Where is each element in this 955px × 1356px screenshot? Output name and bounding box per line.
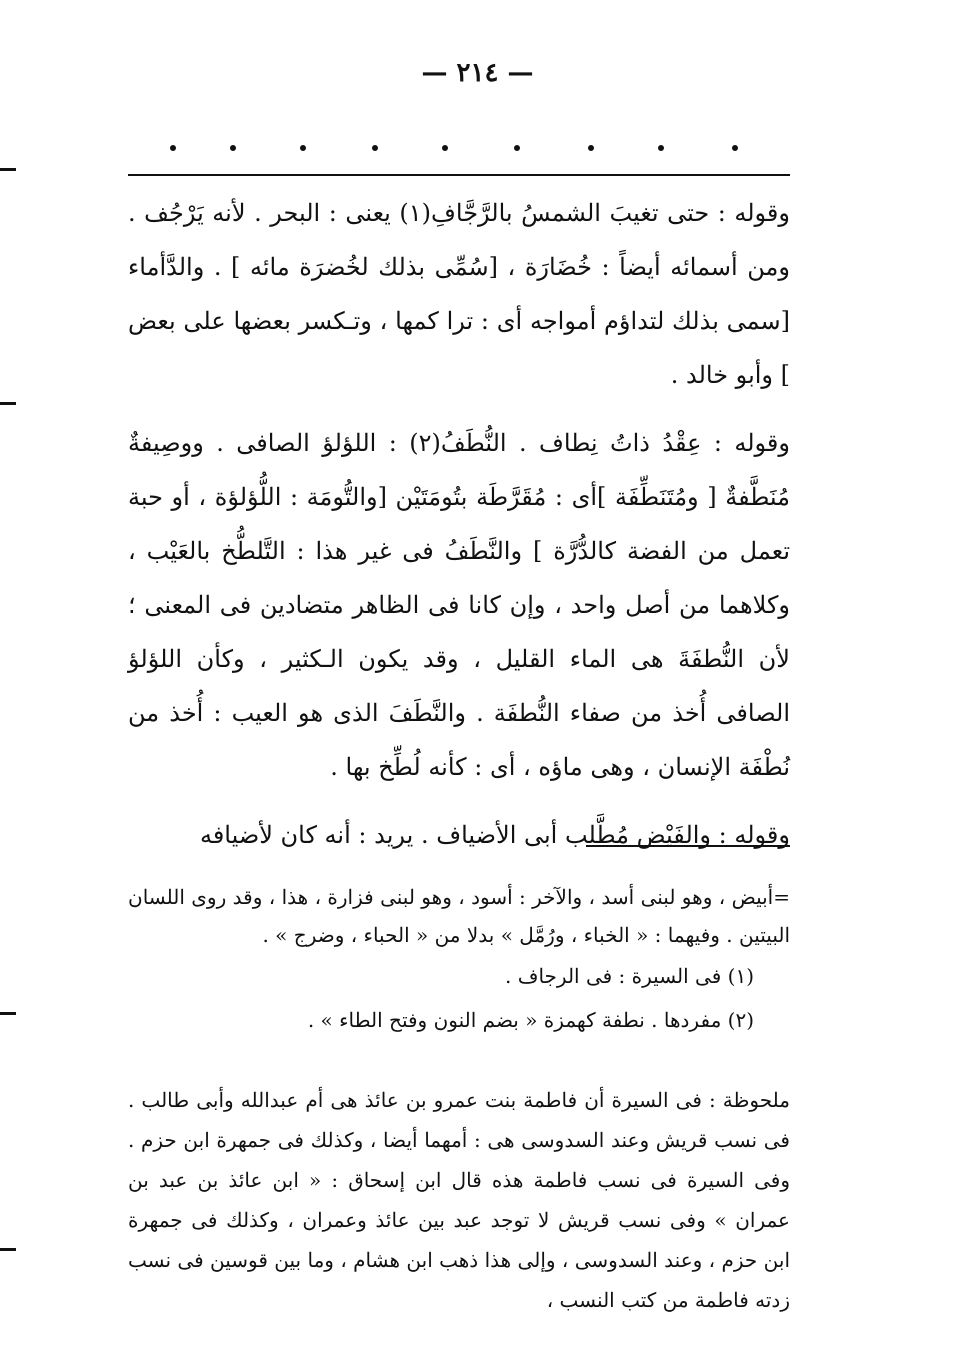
margin-mark <box>0 168 16 171</box>
footnote-rule <box>586 845 790 847</box>
ornament-dot <box>170 145 176 151</box>
ornament-dot <box>658 145 664 151</box>
editor-note: ملحوظة : فى السيرة أن فاطمة بنت عمرو بن عائذ هى أم عبدالله وأبى طالب . فى نسب قريش وعند السدوسى هى : أمهما أيضا ، وكذلك فى جمهرة ابن حزم . وفى السيرة فى نسب فاطمة هذه قال ابن إسحاق : « ابن عائذ بن عبد بن عمران » وفى نسب قريش لا توجد عبد بين عائذ وعمران ، وكذلك فى جمهرة ابن حزم ، وعند السدوسى ، وإلى هذا ذهب ابن هشام ، وما بين قوسين فى نسب زدته فاطمة من كتب النسب ، <box>128 1088 791 1312</box>
paragraph-fayd: وقوله : والفَيْض مُطَّلب أبى الأضياف . يريد : أنه كان لأضيافه <box>199 821 790 849</box>
margin-mark <box>0 1248 16 1251</box>
footnote-continuation: =أبيض ، وهو لبنى أسد ، والآخر : أسود ، وهو لبنى فزارة ، هذا ، وقد روى اللسان البيتين . وفيهما : « الخباء ، ورُمَّل » بدلا من « الحباء ، وضرج » . <box>128 885 790 947</box>
margin-mark <box>0 402 16 405</box>
paragraph-rajjaf: وقوله : حتى تغيبَ الشمسُ بالرَّجَّافِ(١) يعنى : البحر . لأنه يَرْجُف . ومن أسمائه أيضاً : خُضَارَة ، [سُمِّى بذلك لخُضرَة مائه ] . والدَّأماء [سمى بذلك لتداؤم أمواجه أى : ترا كمها ، وتـكسر بعضها على بعض ] وأبو خالد . <box>128 199 790 389</box>
ornament-dots <box>130 142 790 156</box>
footnote-1: (١) فى السيرة : فى الرجاف . <box>505 964 754 988</box>
ornament-dot <box>300 145 306 151</box>
footnotes <box>128 878 790 1042</box>
ornament-dot <box>372 145 378 151</box>
ornament-dot <box>442 145 448 151</box>
ornament-dot <box>514 145 520 151</box>
margin-mark <box>0 1012 16 1015</box>
footnote-2: (٢) مفردها . نطفة كهمزة « بضم النون وفتح الطاء » . <box>307 1008 754 1032</box>
page-number: — ٢١٤ — <box>421 58 534 88</box>
ornament-dot <box>732 145 738 151</box>
paragraph-nitaf: وقوله : عِقْدُ ذاتُ نِطاف . النُّطَفُ(٢) : اللؤلؤ الصافى . ووصِيفةٌ مُنَطَّفةٌ [ ومُتَنَطِّفَة ]أى : مُقَرَّطَة بتُومَتَيْن [والتُّومَة : اللُّؤلؤة ، أو حبة تعمل من الفضة كالدُّرَّة ] والنَّطَفُ فى غير هذا : التَّلطُّخ بالعَيْب ، وكلاهما من أصل واحد ، وإن كانا فى الظاهر متضادين فى المعنى ؛ لأن النُّطفَةَ هى الماء القليل ، وقد يكون الـكثير ، وكأن اللؤلؤ الصافى أُخذ من صفاء النُّطفَة . والنَّطَفَ الذى هو العيب : أُخذ من نُطْفَة الإنسان ، وهى ماؤه ، أى : كأنه لُطِّخ بها . <box>128 429 790 781</box>
ornament-dot <box>588 145 594 151</box>
header-rule <box>128 174 790 176</box>
main-text <box>128 186 790 876</box>
ornament-dot <box>230 145 236 151</box>
